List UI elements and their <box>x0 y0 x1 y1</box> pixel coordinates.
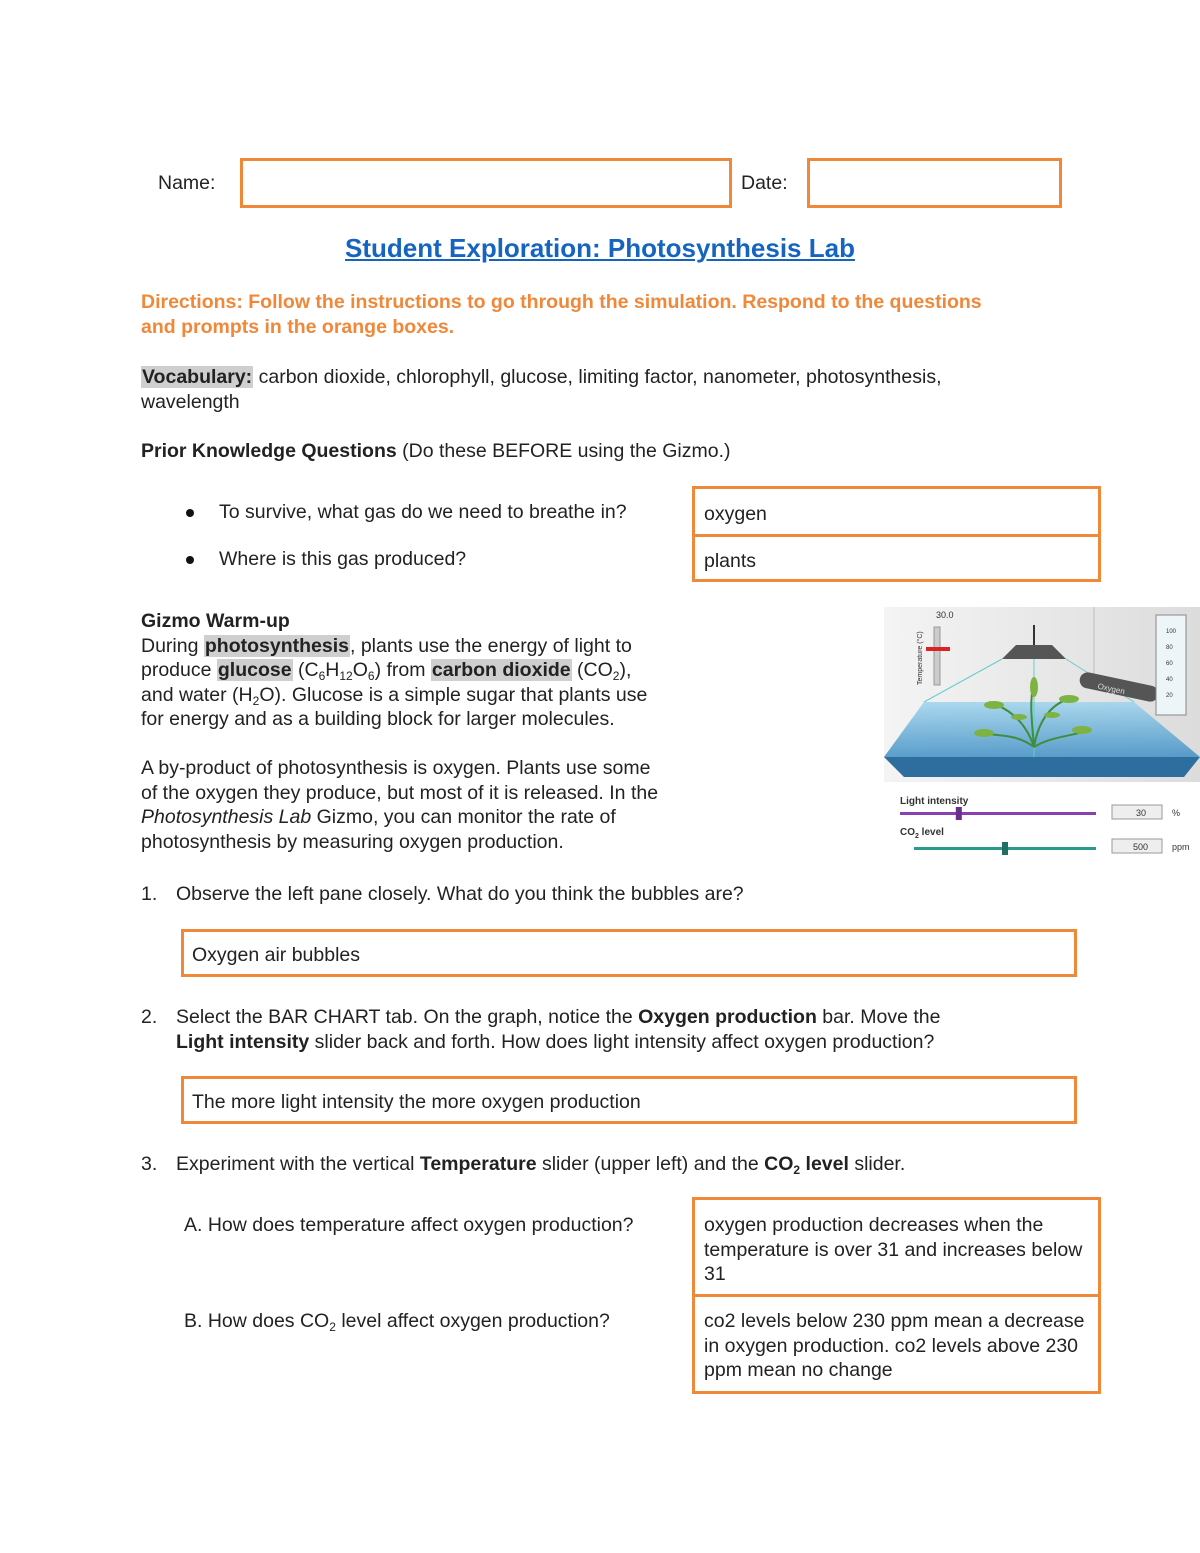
temperature-handle <box>926 647 950 651</box>
question-1-text: Observe the left pane closely. What do you think the bubbles are? <box>176 883 744 905</box>
light-intensity-label: Light intensity <box>900 796 969 807</box>
question-3-text: Experiment with the vertical Temperature slider (upper left) and the $CO_2$ level slider. <box>176 1153 906 1177</box>
answer-1: Oxygen air bubbles <box>192 944 361 966</box>
page-title: Student Exploration: Photosynthesis Lab <box>345 233 855 263</box>
prior-knowledge-heading: Prior Knowledge Questions <box>141 440 397 462</box>
question-3a-label: A. How does temperature affect oxygen production? <box>184 1214 634 1236</box>
svg-text:100: 100 <box>1166 629 1177 635</box>
name-label: Name: <box>158 172 216 194</box>
light-intensity-value: 30 <box>1135 808 1146 818</box>
co2-level-handle[interactable] <box>1002 842 1008 855</box>
gizmo-screenshot <box>884 607 1200 862</box>
question-3-answers-box[interactable] <box>692 1197 1101 1394</box>
oxygen-label: Oxygen <box>1096 681 1126 697</box>
light-intensity-track <box>900 812 1096 815</box>
svg-text:80: 80 <box>1166 645 1173 651</box>
answer-3a: oxygen production decreases when the temperature is over 31 and increases below 31 <box>704 1214 1083 1285</box>
answer-2-box[interactable] <box>181 1076 1077 1124</box>
warmup-section <box>141 609 861 854</box>
vocabulary-terms: carbon dioxide, chlorophyll, glucose, limiting factor, nanometer, photosynthesis, wavelength <box>141 366 942 413</box>
question-2-text: Select the BAR CHART tab. On the graph, notice the Oxygen production bar. Move the Light intensity slider back and forth. How does light intensity affect oxygen production? <box>176 1006 941 1053</box>
vocabulary-label: Vocabulary: <box>142 366 253 388</box>
svg-text:20: 20 <box>1166 693 1173 699</box>
box-divider <box>695 1294 1098 1297</box>
svg-text:40: 40 <box>1166 677 1173 683</box>
term-photosynthesis: photosynthesis <box>204 634 349 657</box>
term-glucose: glucose <box>217 659 292 681</box>
answer-1-box[interactable] <box>181 929 1077 977</box>
co2-level-label: $CO_2$ level <box>900 827 944 840</box>
answer-2: The more light intensity the more oxygen production <box>192 1091 641 1113</box>
question-number: 3. <box>141 1153 158 1175</box>
warmup-paragraph-1: During photosynthesis, plants use the energy of light to produce glucose $(C_6H_{12}O_6)$ from carbon dioxide $(CO_2)$, and water $(H_2O)$. Glucose is a simple sugar that plants use for energy and as a building block for larger molecules. <box>141 634 648 730</box>
bullet-dot <box>186 509 194 517</box>
co2-level-unit: ppm <box>1172 842 1190 852</box>
prior-knowledge-note: (Do these BEFORE using the Gizmo.) <box>402 440 731 462</box>
answer-3b: co2 levels below 230 ppm mean a decrease in oxygen production. co2 levels above 230 ppm mean no change <box>704 1310 1085 1381</box>
prior-question-1: To survive, what gas do we need to breathe in? <box>219 501 627 523</box>
date-label: Date: <box>741 172 788 194</box>
temperature-track <box>934 627 940 685</box>
prior-answers-box[interactable] <box>692 486 1101 582</box>
vocabulary <box>141 365 1041 414</box>
prior-question-2: Where is this gas produced? <box>219 548 467 570</box>
question-3b-label: B. How does $CO_2$ level affect oxygen production? <box>184 1310 610 1334</box>
svg-text:60: 60 <box>1166 661 1173 667</box>
prior-answer-1: oxygen <box>704 503 767 525</box>
tank-base <box>884 757 1200 777</box>
date-field[interactable] <box>807 158 1062 208</box>
light-intensity-unit: % <box>1172 808 1181 818</box>
warmup-paragraph-2: A by-product of photosynthesis is oxygen. Plants use some of the oxygen they produce, but most of it is released. In the Photosynthesis Lab Gizmo, you can monitor the rate of photosynthesis by measuring oxygen production. <box>141 757 659 853</box>
name-field[interactable] <box>240 158 732 208</box>
prior-knowledge-heading-row <box>141 439 731 464</box>
warmup-heading: Gizmo Warm-up <box>141 610 290 632</box>
temperature-axis-label: Temperature (°C) <box>917 631 924 685</box>
directions: Directions: Follow the instructions to go through the simulation. Respond to the questions and prompts in the orange boxes. <box>141 291 982 338</box>
gizmo-illustration <box>884 607 1200 862</box>
prior-answer-2: plants <box>704 550 757 572</box>
question-number: 1. <box>141 883 158 905</box>
bullet-dot <box>186 556 194 564</box>
box-divider <box>695 534 1098 537</box>
question-number: 2. <box>141 1006 158 1028</box>
temperature-value: 30.0 <box>936 610 954 620</box>
term-carbon-dioxide: carbon dioxide <box>431 659 571 681</box>
light-intensity-handle[interactable] <box>956 807 962 820</box>
co2-level-value: 500 <box>1132 842 1148 852</box>
